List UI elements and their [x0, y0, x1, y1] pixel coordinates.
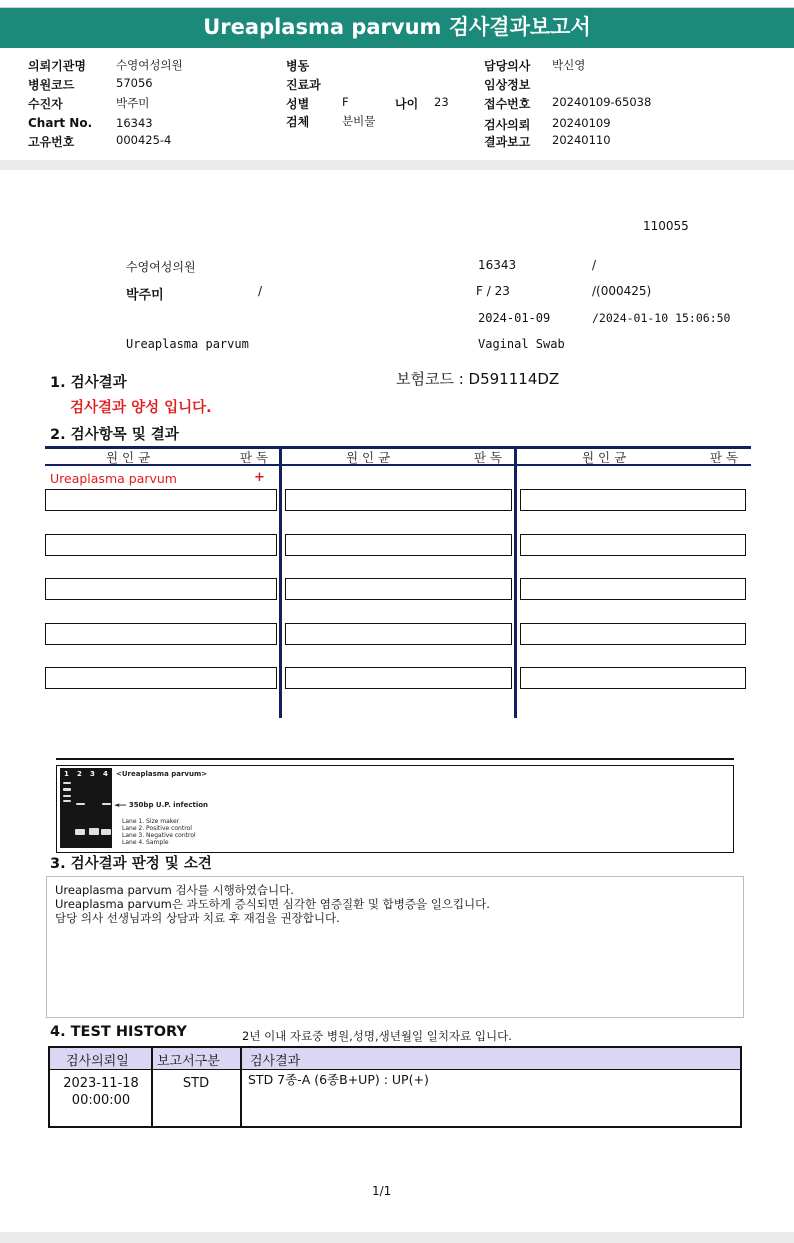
- clinical-info-label: 임상정보: [484, 78, 531, 92]
- col-header-reading-1: 판 독: [240, 450, 269, 465]
- result-box: [285, 489, 512, 511]
- specimen-label: 검체: [286, 115, 310, 129]
- body-request-date: 2024-01-09: [478, 311, 551, 325]
- results-table-divider-2: [514, 446, 517, 718]
- reception-no-label: 접수번호: [484, 97, 531, 111]
- result-box: [520, 623, 746, 645]
- col-header-pathogen-2: 원 인 균: [346, 450, 391, 465]
- col-header-pathogen-1: 원 인 균: [106, 450, 151, 465]
- gel-legend-3: Lane 3. Negative control: [122, 832, 196, 839]
- results-table-top-border: [45, 446, 751, 449]
- specimen-value: 분비물: [342, 114, 376, 128]
- opinion-line: 담당 의사 선생님과의 상담과 치료 후 재검을 권장합니다.: [55, 911, 340, 925]
- patient-label: 수진자: [28, 97, 63, 111]
- sex-value: F: [342, 95, 349, 109]
- col-header-reading-2: 판 독: [474, 450, 503, 465]
- marker-band: [63, 782, 71, 784]
- result-text: 검사결과 양성 입니다.: [70, 400, 212, 416]
- clinic-value: 수영여성의원: [116, 58, 183, 72]
- result-box: [45, 578, 277, 600]
- result-box: [520, 489, 746, 511]
- body-report-datetime: /2024-01-10 15:06:50: [592, 311, 731, 325]
- result-box: [45, 667, 277, 689]
- header-separator: [0, 160, 794, 170]
- primer-band: [75, 829, 85, 835]
- body-unique-no: /(000425): [592, 284, 652, 298]
- positive-band: [76, 803, 85, 805]
- primer-band: [89, 828, 99, 835]
- history-divider: [240, 1048, 242, 1128]
- section2-title: 2. 검사항목 및 결과: [50, 427, 179, 443]
- report-title: Ureaplasma parvum 검사결과보고서: [0, 7, 794, 48]
- patient-value: 박주미: [116, 96, 150, 110]
- unique-no-value: 000425-4: [116, 133, 172, 147]
- report-number: 110055: [643, 219, 689, 233]
- unique-no-label: 고유번호: [28, 135, 75, 149]
- request-date-value: 20240109: [552, 116, 611, 130]
- col-header-reading-3: 판 독: [710, 450, 739, 465]
- gel-legend-2: Lane 2. Positive control: [122, 825, 192, 832]
- primer-band: [101, 829, 111, 835]
- ward-label: 병동: [286, 59, 310, 73]
- result-reading: +: [254, 470, 265, 485]
- result-box: [45, 534, 277, 556]
- opinion-line: Ureaplasma parvum은 과도하게 증식되면 심각한 염증질환 및 합병증을 일으킵니다.: [55, 897, 490, 911]
- gel-band-label: ◄— 350bp U.P. infection: [114, 801, 209, 809]
- history-note: 2년 이내 자료중 병원,성명,생년월일 일치자료 입니다.: [242, 1029, 512, 1043]
- lane-number: 1: [64, 770, 69, 778]
- opinion-box: [46, 876, 744, 1018]
- clinic-label: 의뢰기관명: [28, 59, 86, 73]
- request-date-label: 검사의뢰: [484, 118, 531, 132]
- chart-no-value: 16343: [116, 116, 153, 130]
- body-sex-age: F / 23: [476, 284, 510, 298]
- results-table-header-border: [45, 464, 751, 466]
- report-date-label: 결과보고: [484, 135, 531, 149]
- result-pathogen: Ureaplasma parvum: [50, 471, 177, 486]
- sample-band: [102, 803, 111, 805]
- result-box: [45, 623, 277, 645]
- chart-no-label: Chart No.: [28, 116, 93, 130]
- gel-title: <Ureaplasma parvum>: [116, 770, 208, 778]
- gel-electrophoresis-image: [60, 768, 112, 848]
- body-specimen: Vaginal Swab: [478, 337, 565, 351]
- section4-title: 4. TEST HISTORY: [50, 1024, 187, 1040]
- history-col-type: 보고서구분: [157, 1054, 220, 1069]
- body-chart-no: 16343: [478, 258, 517, 272]
- hospital-code-value: 57056: [116, 76, 153, 90]
- result-box: [45, 489, 277, 511]
- doctor-value: 박신영: [552, 58, 586, 72]
- result-box: [285, 578, 512, 600]
- marker-band: [63, 800, 71, 802]
- sex-label: 성별: [286, 97, 310, 111]
- body-patient: 박주미: [126, 288, 164, 303]
- history-table: [48, 1046, 742, 1128]
- history-date: 2023-11-18: [63, 1076, 139, 1091]
- history-time: 00:00:00: [71, 1093, 131, 1108]
- lane-number: 3: [90, 770, 95, 778]
- section3-title: 3. 검사결과 판정 및 소견: [50, 856, 212, 872]
- history-col-date: 검사의뢰일: [66, 1054, 129, 1069]
- body-slash-1: /: [592, 258, 597, 272]
- lane-number: 2: [77, 770, 82, 778]
- insurance-code: 보험코드 : D591114DZ: [396, 370, 560, 388]
- section1-title: 1. 검사결과: [50, 375, 127, 391]
- lane-number: 4: [103, 770, 108, 778]
- history-header-row: [50, 1048, 740, 1070]
- col-header-pathogen-3: 원 인 균: [582, 450, 627, 465]
- gel-legend-4: Lane 4. Sample: [122, 839, 169, 846]
- gel-top-rule: [56, 758, 734, 760]
- history-result: STD 7종-A (6종B+UP) : UP(+): [248, 1072, 429, 1087]
- body-slash-2: /: [258, 284, 263, 298]
- history-type: STD: [182, 1076, 210, 1091]
- hospital-code-label: 병원코드: [28, 78, 75, 92]
- gel-legend-1: Lane 1. Size maker: [122, 818, 180, 825]
- page-number: 1/1: [372, 1184, 392, 1198]
- marker-band: [63, 788, 71, 791]
- result-box: [285, 534, 512, 556]
- result-box: [285, 623, 512, 645]
- history-col-result: 검사결과: [250, 1054, 301, 1069]
- doctor-label: 담당의사: [484, 59, 531, 73]
- body-test-name: Ureaplasma parvum: [126, 337, 249, 351]
- age-value: 23: [434, 95, 449, 109]
- results-table-divider-1: [279, 446, 282, 718]
- body-clinic: 수영여성의원: [126, 260, 196, 274]
- reception-no-value: 20240109-65038: [552, 95, 652, 109]
- report-date-value: 20240110: [552, 133, 611, 147]
- result-box: [520, 534, 746, 556]
- dept-label: 진료과: [286, 78, 321, 92]
- opinion-line: Ureaplasma parvum 검사를 시행하였습니다.: [55, 883, 294, 897]
- result-box: [285, 667, 512, 689]
- result-box: [520, 667, 746, 689]
- marker-band: [63, 795, 71, 797]
- header-row-clinic: [28, 57, 86, 74]
- age-label: 나이: [395, 97, 419, 111]
- footer-separator: [0, 1232, 794, 1243]
- result-box: [520, 578, 746, 600]
